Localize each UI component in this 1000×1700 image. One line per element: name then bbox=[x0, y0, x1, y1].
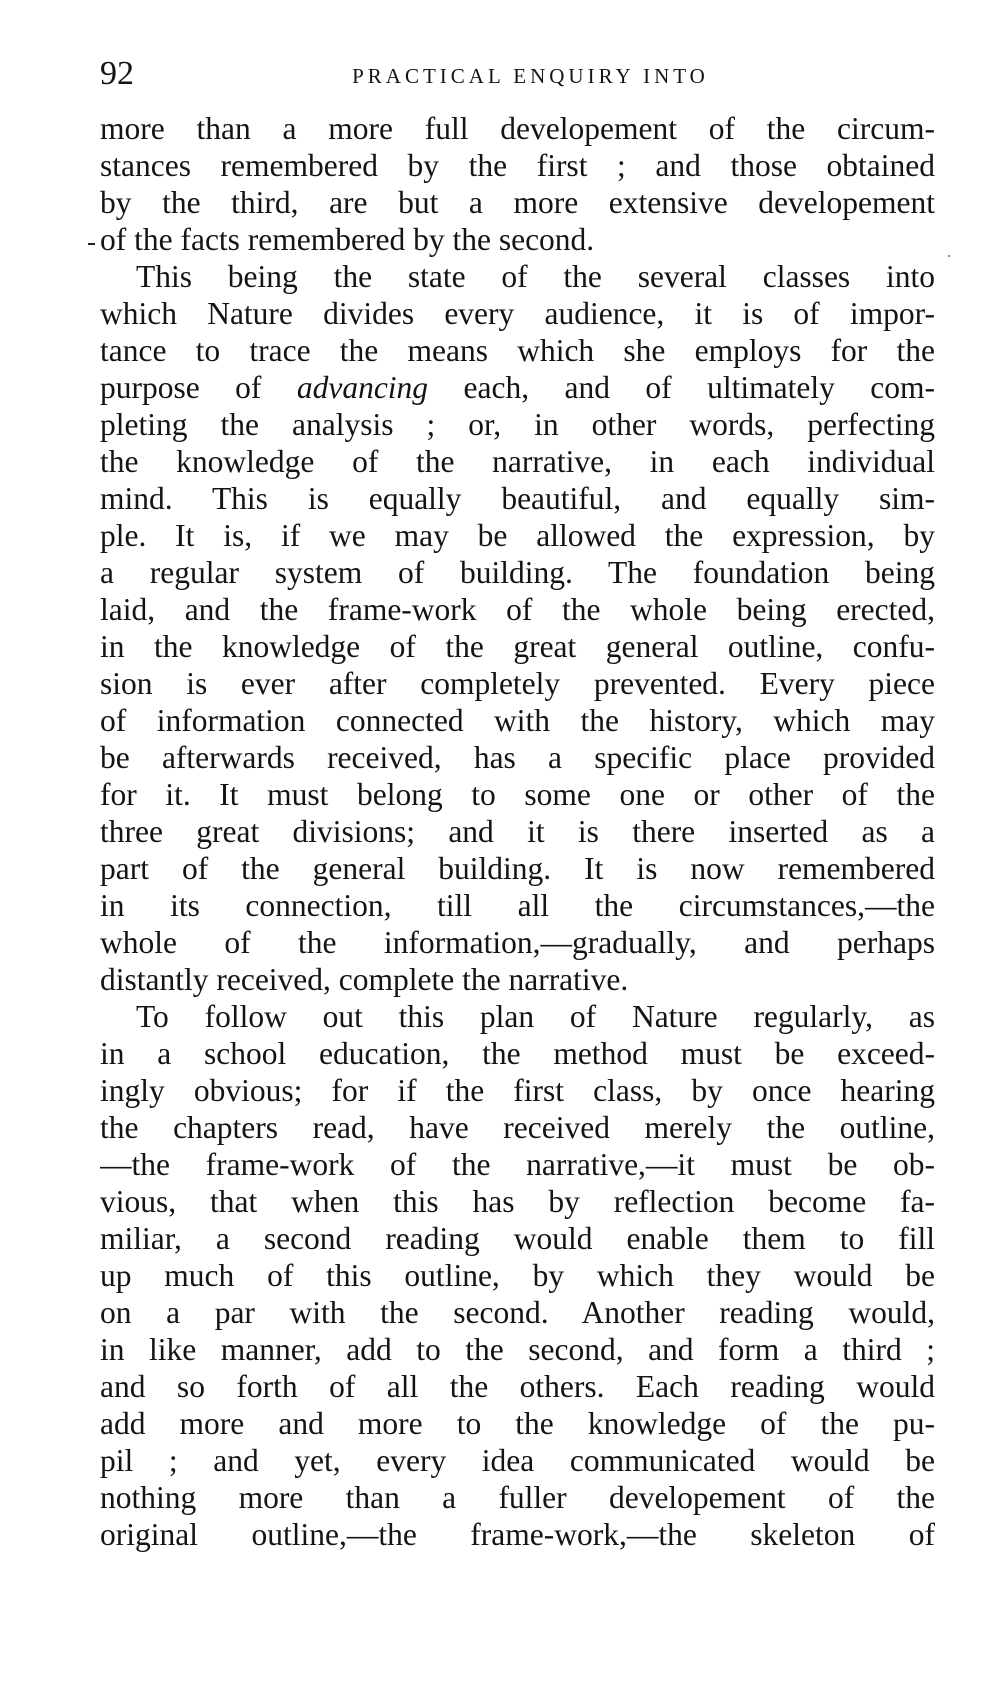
text-line: This being the state of the several classes into bbox=[136, 259, 935, 294]
text-line: stances remembered by the first ; and those obtained bbox=[100, 148, 935, 183]
text-line: ple. It is, if we may be allowed the expression, by bbox=[100, 518, 935, 553]
text-line: part of the general building. It is now remembered bbox=[100, 851, 935, 886]
text-line: in the knowledge of the great general outline, confu- bbox=[100, 629, 935, 664]
text-line: the chapters read, have received merely the outline, bbox=[100, 1110, 935, 1145]
text-line: by the third, are but a more extensive developement bbox=[100, 185, 935, 220]
text-line: vious, that when this has by reflection become fa- bbox=[100, 1184, 935, 1219]
text-line: To follow out this plan of Nature regularly, as bbox=[136, 999, 935, 1034]
text-line: on a par with the second. Another reading would, bbox=[100, 1295, 935, 1330]
text-line: nothing more than a fuller developement of the bbox=[100, 1480, 935, 1515]
text-line: original outline,—the frame-work,—the skeleton of bbox=[100, 1517, 935, 1552]
text-line: distantly received, complete the narrative. bbox=[100, 962, 629, 997]
text-line: for it. It must belong to some one or other of the bbox=[100, 777, 935, 812]
line-suffix: each, and of ultimately com- bbox=[463, 370, 935, 405]
text-line: a regular system of building. The foundation being bbox=[100, 555, 935, 590]
text-line: the knowledge of the narrative, in each individual bbox=[100, 444, 935, 479]
text-line: miliar, a second reading would enable them to fill bbox=[100, 1221, 935, 1256]
margin-dot bbox=[948, 255, 950, 257]
text-line: ingly obvious; for if the first class, by once hearing bbox=[100, 1073, 935, 1108]
line-prefix: purpose of bbox=[100, 370, 262, 405]
text-line: up much of this outline, by which they would be bbox=[100, 1258, 935, 1293]
text-line: tance to trace the means which she employs for the bbox=[100, 333, 935, 368]
text-line: which Nature divides every audience, it is of impor- bbox=[100, 296, 935, 331]
text-line: three great divisions; and it is there inserted as a bbox=[100, 814, 935, 849]
text-line: of the facts remembered by the second. bbox=[100, 222, 595, 257]
text-line: and so forth of all the others. Each reading would bbox=[100, 1369, 935, 1404]
text-line: pil ; and yet, every idea communicated would be bbox=[100, 1443, 935, 1478]
text-line: in its connection, till all the circumstances,—the bbox=[100, 888, 935, 923]
text-line: in a school education, the method must be exceed- bbox=[100, 1036, 935, 1071]
text-line: laid, and the frame-work of the whole being erected, bbox=[100, 592, 935, 627]
margin-mark bbox=[88, 243, 95, 245]
body-text bbox=[100, 110, 935, 1553]
page-number: 92 bbox=[100, 55, 134, 92]
text-line: whole of the information,—gradually, and perhaps bbox=[100, 925, 935, 960]
text-line: be afterwards received, has a specific place provided bbox=[100, 740, 935, 775]
text-line: pleting the analysis ; or, in other words, perfecting bbox=[100, 407, 935, 442]
text-line: of information connected with the history, which may bbox=[100, 703, 935, 738]
text-line: sion is ever after completely prevented. Every piece bbox=[100, 666, 935, 701]
text-line-with-italic bbox=[100, 369, 935, 406]
text-line: in like manner, add to the second, and form a third ; bbox=[100, 1332, 935, 1367]
running-title: PRACTICAL ENQUIRY INTO bbox=[352, 64, 709, 88]
running-head bbox=[100, 52, 935, 96]
text-line: mind. This is equally beautiful, and equally sim- bbox=[100, 481, 935, 516]
text-line: —the frame-work of the narrative,—it must be ob- bbox=[100, 1147, 935, 1182]
text-line: add more and more to the knowledge of the pu- bbox=[100, 1406, 935, 1441]
italic-word: advancing bbox=[296, 370, 429, 405]
text-line: more than a more full developement of the circum- bbox=[100, 111, 935, 146]
